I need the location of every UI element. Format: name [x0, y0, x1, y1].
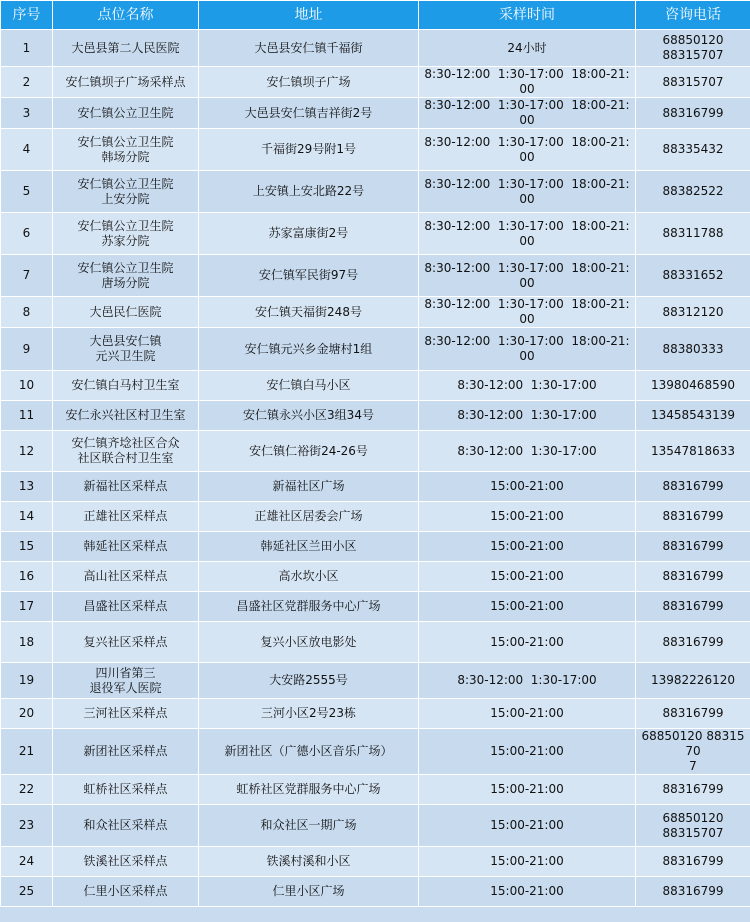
cell-address: 三河小区2号23栋 — [199, 699, 419, 729]
cell-site-name: 三河社区采样点 — [53, 699, 199, 729]
cell-address: 正雄社区居委会广场 — [199, 502, 419, 532]
cell-sampling-time: 8:30-12:00 1:30-17:00 18:00-21:00 — [419, 213, 636, 255]
table-row — [1, 622, 750, 663]
cell-sampling-time: 8:30-12:00 1:30-17:00 18:00-21:00 — [419, 67, 636, 98]
cell-number: 7 — [1, 255, 53, 297]
cell-site-name: 安仁镇公立卫生院 韩场分院 — [53, 129, 199, 171]
cell-address: 昌盛社区党群服务中心广场 — [199, 592, 419, 622]
cell-phone: 13458543139 — [636, 401, 750, 431]
table-row — [1, 328, 750, 371]
cell-number: 11 — [1, 401, 53, 431]
cell-address: 安仁镇仁裕街24-26号 — [199, 431, 419, 472]
cell-number: 14 — [1, 502, 53, 532]
cell-site-name: 和众社区采样点 — [53, 805, 199, 847]
header-phone: 咨询电话 — [636, 1, 750, 30]
cell-site-name: 昌盛社区采样点 — [53, 592, 199, 622]
header-number: 序号 — [1, 1, 53, 30]
cell-site-name: 四川省第三 退役军人医院 — [53, 663, 199, 699]
header-sampling-time: 采样时间 — [419, 1, 636, 30]
cell-phone: 88316799 — [636, 877, 750, 907]
header-row — [1, 1, 750, 30]
cell-address: 安仁镇白马小区 — [199, 371, 419, 401]
cell-phone: 88316799 — [636, 775, 750, 805]
cell-sampling-time: 24小时 — [419, 30, 636, 67]
cell-number: 5 — [1, 171, 53, 213]
table-body — [1, 30, 750, 907]
cell-number: 1 — [1, 30, 53, 67]
cell-sampling-time: 8:30-12:00 1:30-17:00 18:00-21:00 — [419, 297, 636, 328]
cell-sampling-time: 15:00-21:00 — [419, 847, 636, 877]
header-site-name: 点位名称 — [53, 1, 199, 30]
cell-phone: 88316799 — [636, 847, 750, 877]
cell-site-name: 铁溪社区采样点 — [53, 847, 199, 877]
cell-address: 安仁镇元兴乡金塘村1组 — [199, 328, 419, 371]
cell-address: 安仁镇永兴小区3组34号 — [199, 401, 419, 431]
cell-number: 8 — [1, 297, 53, 328]
cell-sampling-time: 8:30-12:00 1:30-17:00 — [419, 663, 636, 699]
cell-site-name: 安仁镇坝子广场采样点 — [53, 67, 199, 98]
cell-phone: 88316799 — [636, 592, 750, 622]
table-row — [1, 297, 750, 328]
cell-address: 和众社区一期广场 — [199, 805, 419, 847]
cell-site-name: 大邑民仁医院 — [53, 297, 199, 328]
cell-address: 复兴小区放电影处 — [199, 622, 419, 663]
cell-phone: 68850120 8831570 7 — [636, 729, 750, 775]
cell-site-name: 安仁镇白马村卫生室 — [53, 371, 199, 401]
cell-sampling-time: 15:00-21:00 — [419, 699, 636, 729]
cell-number: 3 — [1, 98, 53, 129]
cell-address: 上安镇上安北路22号 — [199, 171, 419, 213]
cell-phone: 88315707 — [636, 67, 750, 98]
cell-site-name: 安仁镇公立卫生院 唐场分院 — [53, 255, 199, 297]
cell-phone: 88382522 — [636, 171, 750, 213]
cell-sampling-time: 8:30-12:00 1:30-17:00 18:00-21:00 — [419, 328, 636, 371]
cell-phone: 88316799 — [636, 532, 750, 562]
bottom-strip — [0, 907, 750, 915]
cell-site-name: 高山社区采样点 — [53, 562, 199, 592]
cell-phone: 88316799 — [636, 472, 750, 502]
cell-site-name: 大邑县第二人民医院 — [53, 30, 199, 67]
table-row — [1, 877, 750, 907]
cell-sampling-time: 8:30-12:00 1:30-17:00 18:00-21:00 — [419, 98, 636, 129]
cell-sampling-time: 8:30-12:00 1:30-17:00 18:00-21:00 — [419, 129, 636, 171]
cell-address: 虹桥社区党群服务中心广场 — [199, 775, 419, 805]
table-row — [1, 371, 750, 401]
table-row — [1, 213, 750, 255]
cell-number: 12 — [1, 431, 53, 472]
cell-phone: 68850120 88315707 — [636, 805, 750, 847]
cell-sampling-time: 8:30-12:00 1:30-17:00 18:00-21:00 — [419, 171, 636, 213]
table-row — [1, 255, 750, 297]
cell-address: 苏家富康街2号 — [199, 213, 419, 255]
cell-address: 千福街29号附1号 — [199, 129, 419, 171]
cell-phone: 88316799 — [636, 622, 750, 663]
cell-phone: 88331652 — [636, 255, 750, 297]
table-row — [1, 699, 750, 729]
table-header — [1, 1, 750, 30]
cell-phone: 88316799 — [636, 699, 750, 729]
cell-phone: 88312120 — [636, 297, 750, 328]
table-row — [1, 30, 750, 67]
cell-address: 安仁镇天福街248号 — [199, 297, 419, 328]
cell-site-name: 正雄社区采样点 — [53, 502, 199, 532]
cell-phone: 88316799 — [636, 562, 750, 592]
cell-sampling-time: 15:00-21:00 — [419, 805, 636, 847]
cell-sampling-time: 8:30-12:00 1:30-17:00 18:00-21:00 — [419, 255, 636, 297]
table-row — [1, 663, 750, 699]
cell-sampling-time: 15:00-21:00 — [419, 532, 636, 562]
table-row — [1, 431, 750, 472]
cell-number: 6 — [1, 213, 53, 255]
cell-site-name: 安仁镇齐埝社区合众 社区联合村卫生室 — [53, 431, 199, 472]
cell-phone: 13547818633 — [636, 431, 750, 472]
cell-site-name: 韩延社区采样点 — [53, 532, 199, 562]
table-row — [1, 401, 750, 431]
cell-sampling-time: 8:30-12:00 1:30-17:00 — [419, 371, 636, 401]
cell-sampling-time: 15:00-21:00 — [419, 775, 636, 805]
cell-sampling-time: 15:00-21:00 — [419, 502, 636, 532]
cell-site-name: 安仁镇公立卫生院 苏家分院 — [53, 213, 199, 255]
table-row — [1, 129, 750, 171]
cell-address: 安仁镇坝子广场 — [199, 67, 419, 98]
table-row — [1, 592, 750, 622]
table-row — [1, 502, 750, 532]
cell-phone: 88335432 — [636, 129, 750, 171]
cell-number: 24 — [1, 847, 53, 877]
cell-number: 21 — [1, 729, 53, 775]
cell-number: 22 — [1, 775, 53, 805]
cell-sampling-time: 15:00-21:00 — [419, 729, 636, 775]
cell-phone: 88311788 — [636, 213, 750, 255]
table-row — [1, 171, 750, 213]
cell-sampling-time: 15:00-21:00 — [419, 877, 636, 907]
table-row — [1, 775, 750, 805]
cell-number: 16 — [1, 562, 53, 592]
cell-address: 新团社区（广德小区音乐广场） — [199, 729, 419, 775]
table-row — [1, 729, 750, 775]
cell-address: 新福社区广场 — [199, 472, 419, 502]
cell-sampling-time: 8:30-12:00 1:30-17:00 — [419, 401, 636, 431]
table-row — [1, 532, 750, 562]
cell-number: 13 — [1, 472, 53, 502]
cell-address: 仁里小区广场 — [199, 877, 419, 907]
cell-site-name: 仁里小区采样点 — [53, 877, 199, 907]
table-row — [1, 67, 750, 98]
cell-site-name: 新福社区采样点 — [53, 472, 199, 502]
cell-number: 17 — [1, 592, 53, 622]
cell-address: 大邑县安仁镇吉祥街2号 — [199, 98, 419, 129]
cell-number: 19 — [1, 663, 53, 699]
cell-sampling-time: 15:00-21:00 — [419, 562, 636, 592]
cell-phone: 68850120 88315707 — [636, 30, 750, 67]
table-row — [1, 562, 750, 592]
cell-sampling-time: 8:30-12:00 1:30-17:00 — [419, 431, 636, 472]
cell-site-name: 虹桥社区采样点 — [53, 775, 199, 805]
header-address: 地址 — [199, 1, 419, 30]
cell-address: 安仁镇军民街97号 — [199, 255, 419, 297]
cell-number: 4 — [1, 129, 53, 171]
cell-phone: 88316799 — [636, 98, 750, 129]
cell-number: 15 — [1, 532, 53, 562]
cell-phone: 88316799 — [636, 502, 750, 532]
cell-address: 铁溪村溪和小区 — [199, 847, 419, 877]
cell-number: 10 — [1, 371, 53, 401]
table-row — [1, 847, 750, 877]
cell-number: 18 — [1, 622, 53, 663]
cell-site-name: 新团社区采样点 — [53, 729, 199, 775]
cell-site-name: 复兴社区采样点 — [53, 622, 199, 663]
cell-address: 韩延社区兰田小区 — [199, 532, 419, 562]
cell-sampling-time: 15:00-21:00 — [419, 622, 636, 663]
cell-site-name: 大邑县安仁镇 元兴卫生院 — [53, 328, 199, 371]
cell-number: 2 — [1, 67, 53, 98]
cell-site-name: 安仁永兴社区村卫生室 — [53, 401, 199, 431]
cell-sampling-time: 15:00-21:00 — [419, 472, 636, 502]
cell-number: 20 — [1, 699, 53, 729]
cell-number: 23 — [1, 805, 53, 847]
table-row — [1, 472, 750, 502]
cell-phone: 13980468590 — [636, 371, 750, 401]
cell-number: 9 — [1, 328, 53, 371]
cell-address: 大安路2555号 — [199, 663, 419, 699]
table-row — [1, 805, 750, 847]
table-row — [1, 98, 750, 129]
cell-phone: 13982226120 — [636, 663, 750, 699]
cell-number: 25 — [1, 877, 53, 907]
cell-site-name: 安仁镇公立卫生院 — [53, 98, 199, 129]
cell-site-name: 安仁镇公立卫生院 上安分院 — [53, 171, 199, 213]
cell-address: 高水坎小区 — [199, 562, 419, 592]
cell-sampling-time: 15:00-21:00 — [419, 592, 636, 622]
cell-address: 大邑县安仁镇千福街 — [199, 30, 419, 67]
cell-phone: 88380333 — [636, 328, 750, 371]
